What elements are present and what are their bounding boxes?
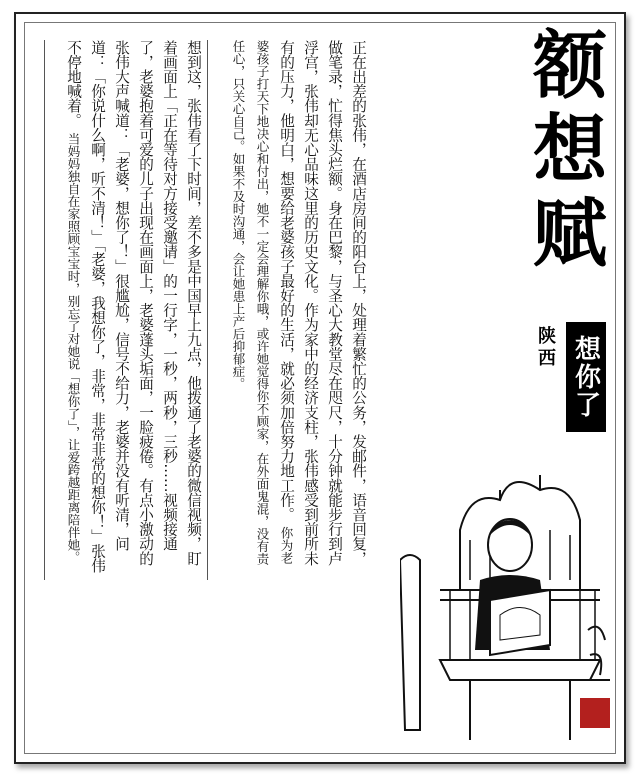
title-char-2: 想: [533, 107, 607, 193]
lower-paragraph: 想到这，张伟看了下时间，差不多是中国早上九点，他拨通了老婆的微信视频，盯着画面上「正在等待对方接受邀请」的一行字，一秒，两秒，三秒……视频接通了，老婆抱着可爱的儿子出现在画面上，老婆蓬头垢面，一脸疲倦。有点小激动的张伟大声喊道：「老婆，想你了！」很尴尬，信号不给力，老婆并没有听清，问道：「你说什么啊，听不清！」「老婆，我想你了，非常，非常非常的想你！」张伟不停地喊着。: [65, 40, 202, 573]
upper-note: 你为老婆孩子打天下地决心和付出，她不一定会理解你哦，或许她觉得你不顾家，在外面鬼混，没有责任心，只关心自己。如果不及时沟通，会让她患上产后抑郁症。: [231, 40, 294, 565]
artist-seal: [580, 698, 610, 728]
title-char-1: 额: [533, 23, 607, 109]
subtitle-badge: 想你了: [566, 322, 606, 432]
title: [520, 24, 620, 276]
lower-note: 当妈妈独自在家照顾宝宝时，别忘了对她说「想你了」，让爱跨越距离陪伴她。: [66, 132, 81, 564]
upper-paragraph: 正在出差的张伟，在酒店房间的阳台上，处理着繁忙的公务，发邮件，语音回复，做笔录，忙得焦头烂额。身在巴黎，与圣心大教堂尽在咫尺，十分钟就能步行到卢浮宫，张伟却无心品味这里的历史文化。作为家中的经济支柱，张伟感受到前所未有的压力，他明白，想要给老婆孩子最好的生活，就必须加倍努力地工作。: [278, 40, 367, 566]
title-char-3: 赋: [533, 191, 607, 277]
author-name: 陕西: [535, 326, 556, 370]
lower-article-text: [44, 40, 208, 580]
upper-article-text: [218, 40, 370, 570]
